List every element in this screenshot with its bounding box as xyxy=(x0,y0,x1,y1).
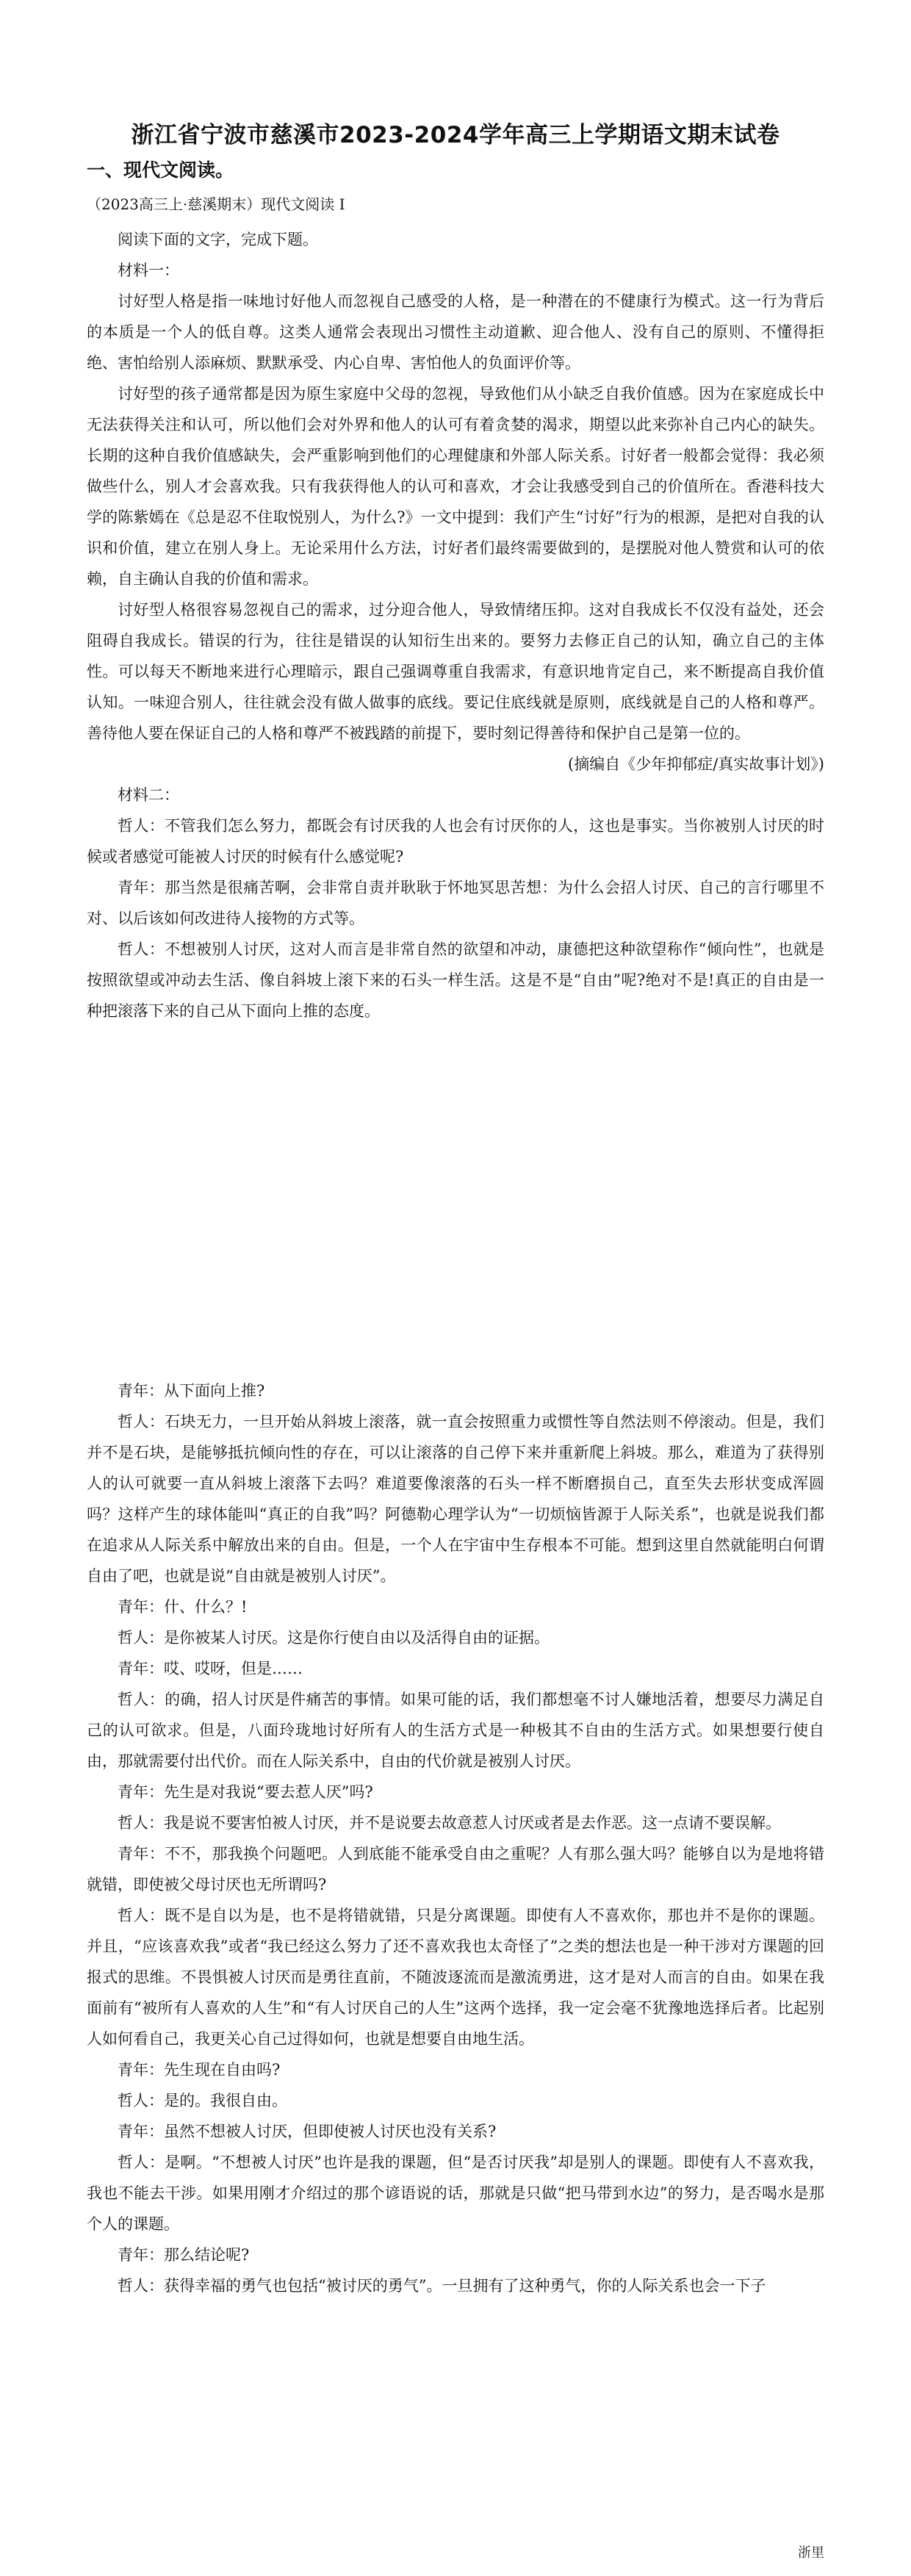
dialogue-line: 青年：那当然是很痛苦啊，会非常自责并耿耿于怀地冥思苦想：为什么会招人讨厌、自己的言行哪里不对、以后该如何改进待人接物的方式等。 xyxy=(87,879,824,927)
dialogue-line: 青年：先生现在自由吗? xyxy=(118,2061,281,2079)
dialogue-line: 青年：先生是对我说“要去惹人厌”吗? xyxy=(118,1783,373,1801)
instruction-paragraph: 阅读下面的文字，完成下题。 xyxy=(118,231,318,248)
document-title: 浙江省宁波市慈溪市2023-2024学年高三上学期语文期末试卷 xyxy=(131,122,780,148)
page-mark: 浙里 xyxy=(798,2545,824,2561)
dialogue-line: 哲人：是你被某人讨厌。这是你行使自由以及活得自由的证据。 xyxy=(118,1629,550,1647)
dialogue-line: 哲人：不管我们怎么努力，都既会有讨厌我的人也会有讨厌你的人，这也是事实。当你被别人讨厌的时候或者感觉可能被人讨厌的时候有什么感觉呢? xyxy=(87,817,824,866)
paragraph: 讨好型的孩子通常都是因为原生家庭中父母的忽视，导致他们从小缺乏自我价值感。因为在家庭成长中无法获得关注和认可，所以他们会对外界和他人的认可有着贪婪的渴求，期望以此来弥补自己内心的缺失。长期的这种自我价值感缺失，会严重影响到他们的心理健康和外部人际关系。讨好者一般都会觉得：我必须做些什么，别人才会喜欢我。只有我获得他人的认可和喜欢，才会让我感受到自己的价值所在。香港科技大学的陈紫嫣在《总是忍不住取悦别人，为什么?》一文中提到：我们产生“讨好”行为的根源，是把对自我的认识和价值，建立在别人身上。无论采用什么方法，讨好者们最终需要做到的，是摆脱对他人赞赏和认可的依赖，自主确认自我的价值和需求。 xyxy=(87,385,824,588)
dialogue-line: 哲人：既不是自以为是，也不是将错就错，只是分离课题。即使有人不喜欢你，那也并不是你的课题。并且，“应该喜欢我”或者“我已经这么努力了还不喜欢我也太奇怪了”之类的想法也是一种干涉对方课题的回报式的思维。不畏惧被人讨厌而是勇往直前，不随波逐流而是激流勇进，这才是对人而言的自由。如果在我面前有“被所有人喜欢的人生”和“有人讨厌自己的人生”这两个选择，我一定会毫不犹豫地选择后者。比起别人如何看自己，我更关心自己过得如何，也就是想要自由地生活。 xyxy=(87,1907,824,2048)
attribution: (摘编自《少年抑郁症/真实故事计划》) xyxy=(568,755,824,773)
paragraph: 讨好型人格是指一味地讨好他人而忽视自己感受的人格，是一种潜在的不健康行为模式。这一行为背后的本质是一个人的低自尊。这类人通常会表现出习惯性主动道歉、迎合他人、没有自己的原则、不懂得拒绝、害怕给别人添麻烦、默默承受、内心自卑、害怕他人的负面评价等。 xyxy=(87,292,824,372)
dialogue-line: 哲人：获得幸福的勇气也包括“被讨厌的勇气”。一旦拥有了这种勇气，你的人际关系也会一下子 xyxy=(118,2277,766,2295)
dialogue-line: 青年：哎、哎呀，但是…… xyxy=(118,1660,303,1677)
dialogue-line: 哲人：是的。我很自由。 xyxy=(118,2092,287,2109)
dialogue-line: 哲人：不想被别人讨厌，这对人而言是非常自然的欲望和冲动，康德把这种欲望称作“倾向性”，也就是按照欲望或冲动去生活、像自斜坡上滚下来的石头一样生活。这是不是“自由”呢?绝对不是!真正的自由是一种把滚落下来的自己从下面向上推的态度。 xyxy=(87,940,824,1020)
material-1-label: 材料一： xyxy=(118,262,179,279)
dialogue-line: 青年：什、什么？! xyxy=(118,1598,248,1616)
dialogue-line: 青年：那么结论呢? xyxy=(118,2246,250,2264)
dialogue-line: 青年：从下面向上推? xyxy=(118,1382,265,1400)
dialogue-line: 哲人：石块无力，一旦开始从斜坡上滚落，就一直会按照重力或惯性等自然法则不停滚动。但是，我们并不是石块，是能够抵抗倾向性的存在，可以让滚落的自己停下来并重新爬上斜坡。那么，难道为了获得别人的认可就要一直从斜坡上滚落下去吗？难道要像滚落的石头一样不断磨损自己，直至失去形状变成浑圆吗？这样产生的球体能叫“真正的自我”吗？阿德勒心理学认为“一切烦恼皆源于人际关系”，也就是说我们都在追求从人际关系中解放出来的自由。但是，一个人在宇宙中生存根本不可能。想到这里自然就能明白何谓自由了吧，也就是说“自由就是被别人讨厌”。 xyxy=(87,1413,824,1585)
paragraph: 讨好型人格很容易忽视自己的需求，过分迎合他人，导致情绪压抑。这对自我成长不仅没有益处，还会阻碍自我成长。错误的行为，往往是错误的认知衍生出来的。要努力去修正自己的认知，确立自己的主体性。可以每天不断地来进行心理暗示，跟自己强调尊重自我需求，有意识地肯定自己，来不断提高自我价值认知。一味迎合别人，往往就会没有做人做事的底线。要记住底线就是原则，底线就是自己的人格和尊严。善待他人要在保证自己的人格和尊严不被践踏的前提下，要时刻记得善待和保护自己是第一位的。 xyxy=(87,601,824,742)
material-2-label: 材料二： xyxy=(118,786,179,804)
dialogue-line: 哲人：我是说不要害怕被人讨厌，并不是说要去故意惹人讨厌或者是去作恶。这一点请不要误解。 xyxy=(118,1814,781,1832)
reading-passage-part-1 xyxy=(87,224,824,1026)
source-line: （2023高三上·慈溪期末）现代文阅读 I xyxy=(87,195,345,213)
dialogue-line: 哲人：的确，招人讨厌是件痛苦的事情。如果可能的话，我们都想毫不讨人嫌地活着，想要尽力满足自己的认可欲求。但是，八面玲珑地讨好所有人的生活方式是一种极其不自由的生活方式。如果想要行使自由，那就需要付出代价。而在人际关系中，自由的代价就是被别人讨厌。 xyxy=(87,1691,824,1770)
dialogue-line: 哲人：是啊。“不想被人讨厌”也许是我的课题，但“是否讨厌我”却是别人的课题。即使有人不喜欢我，我也不能去干涉。如果用刚才介绍过的那个谚语说的话，那就是只做“把马带到水边”的努力，是否喝水是那个人的课题。 xyxy=(87,2154,824,2233)
dialogue-line: 青年：虽然不想被人讨厌，但即使被人讨厌也没有关系? xyxy=(118,2123,497,2140)
dialogue-line: 青年：不不，那我换个问题吧。人到底能不能承受自由之重呢？人有那么强大吗？能够自以为是地将错就错，即使被父母讨厌也无所谓吗? xyxy=(87,1845,824,1893)
reading-passage-part-2 xyxy=(87,1375,824,2301)
section-heading: 一、现代文阅读。 xyxy=(87,159,234,181)
